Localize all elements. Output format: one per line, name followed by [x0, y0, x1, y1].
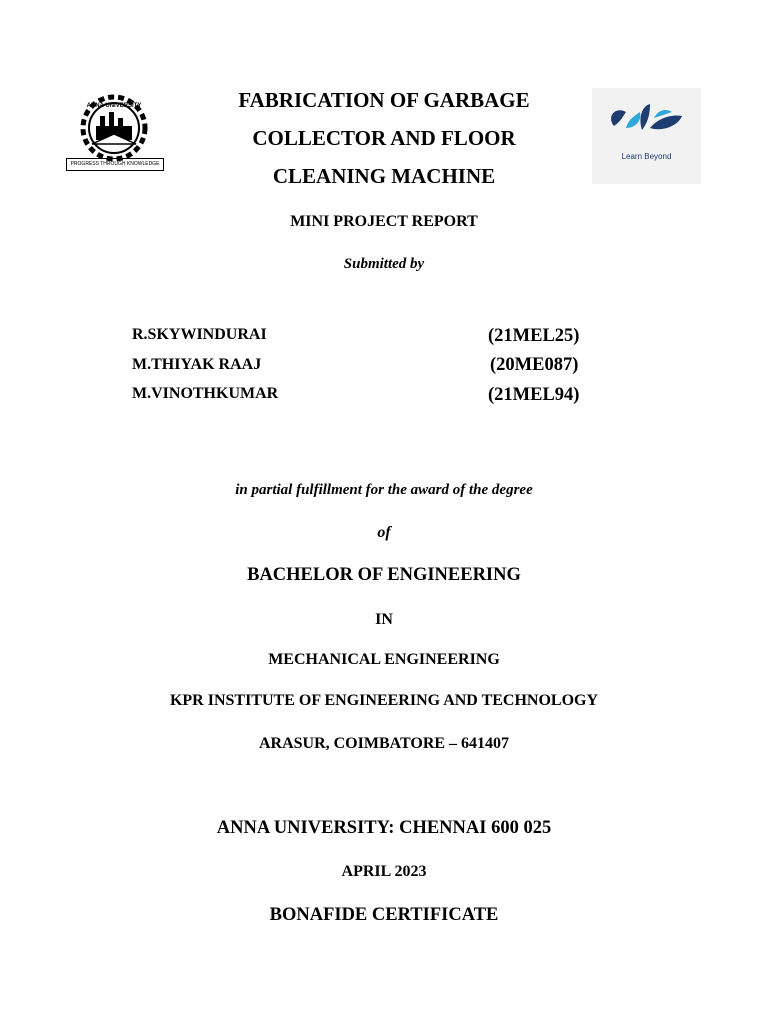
of-text: of: [377, 524, 391, 541]
degree-name: BACHELOR OF ENGINEERING: [247, 565, 521, 585]
anna-university-logo-text: ANNA UNIVERSITY: [86, 103, 142, 109]
learn-beyond-text: Learn Beyond: [621, 152, 672, 161]
branch-name: MECHANICAL ENGINEERING: [268, 651, 500, 668]
institute-address: ARASUR, COIMBATORE – 641407: [258, 735, 510, 752]
in-text: IN: [375, 611, 393, 628]
student-name-1: R.SKYWINDURAI: [132, 326, 267, 343]
student-roll-1: (21MEL25): [488, 326, 580, 346]
student-name-2: M.THIYAK RAAJ: [132, 356, 262, 373]
title-line-3: CLEANING MACHINE: [272, 164, 496, 188]
institute-name: KPR INSTITUTE OF ENGINEERING AND TECHNOLOGY: [169, 692, 599, 709]
student-name-3: M.VINOTHKUMAR: [132, 385, 279, 402]
fulfillment-text: in partial fulfillment for the award of the degree: [235, 482, 533, 498]
report-type: MINI PROJECT REPORT: [290, 213, 478, 230]
student-roll-2: (20ME087): [490, 355, 579, 375]
title-line-1: FABRICATION OF GARBAGE: [238, 88, 530, 112]
university-name: ANNA UNIVERSITY: CHENNAI 600 025: [216, 818, 552, 838]
student-roll-3: (21MEL94): [488, 385, 580, 405]
submitted-by: Submitted by: [343, 256, 425, 272]
anna-university-motto: PROGRESS THROUGH KNOWLEDGE: [66, 158, 164, 171]
report-date: APRIL 2023: [341, 863, 427, 880]
title-line-2: COLLECTOR AND FLOOR: [252, 126, 516, 150]
certificate-heading: BONAFIDE CERTIFICATE: [269, 905, 499, 925]
